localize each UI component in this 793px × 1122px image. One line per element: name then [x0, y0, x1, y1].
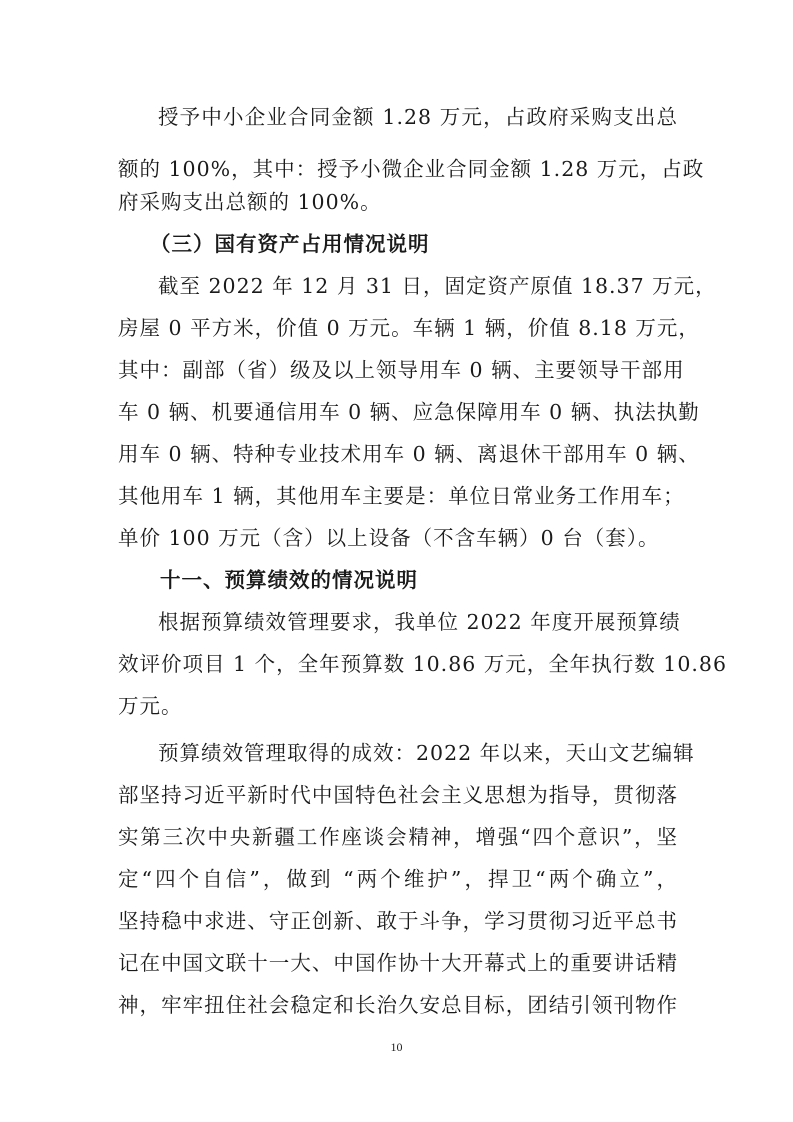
text-line: 定“四个自信”，做到 “两个维护”，捍卫“两个确立”，: [118, 867, 678, 891]
page-number: 10: [390, 1040, 403, 1054]
section-heading: 十一、预算绩效的情况说明: [160, 568, 418, 592]
text-line: 预算绩效管理取得的成效：2022 年以来，天山文艺编辑: [158, 741, 695, 765]
text-line: 额的 100%，其中：授予小微企业合同金额 1.28 万元，占政: [118, 157, 705, 181]
text-line: 其他用车 1 辆，其他用车主要是：单位日常业务工作用车；: [118, 484, 685, 508]
text-line: 授予中小企业合同金额 1.28 万元，占政府采购支出总: [158, 105, 678, 129]
text-line: 记在中国文联十一大、中国作协十大开幕式上的重要讲话精: [118, 951, 678, 975]
text-line: 截至 2022 年 12 月 31 日，固定资产原值 18.37 万元，: [158, 274, 717, 298]
text-line: 坚持稳中求进、守正创新、敢于斗争，学习贯彻习近平总书: [118, 909, 678, 933]
text-line: 神，牢牢扭住社会稳定和长治久安总目标，团结引领刊物作: [118, 993, 678, 1017]
text-line: 府采购支出总额的 100%。: [118, 190, 382, 214]
text-line: 根据预算绩效管理要求，我单位 2022 年度开展预算绩: [158, 610, 681, 634]
text-line: 车 0 辆、机要通信用车 0 辆、应急保障用车 0 辆、执法执勤: [118, 400, 700, 424]
text-line: 房屋 0 平方米，价值 0 万元。车辆 1 辆，价值 8.18 万元，: [118, 316, 700, 340]
text-line: 万元。: [118, 694, 183, 718]
text-line: 部坚持习近平新时代中国特色社会主义思想为指导，贯彻落: [118, 783, 678, 807]
text-line: 单价 100 万元（含）以上设备（不含车辆）0 台（套）。: [118, 526, 660, 550]
text-line: 其中：副部（省）级及以上领导用车 0 辆、主要领导干部用: [118, 358, 685, 382]
text-line: 用车 0 辆、特种专业技术用车 0 辆、离退休干部用车 0 辆、: [118, 442, 700, 466]
text-line: 实第三次中央新疆工作座谈会精神，增强“四个意识”，坚: [118, 825, 678, 849]
section-heading: （三）国有资产占用情况说明: [150, 232, 430, 256]
text-line: 效评价项目 1 个，全年预算数 10.86 万元，全年执行数 10.86: [118, 652, 727, 676]
